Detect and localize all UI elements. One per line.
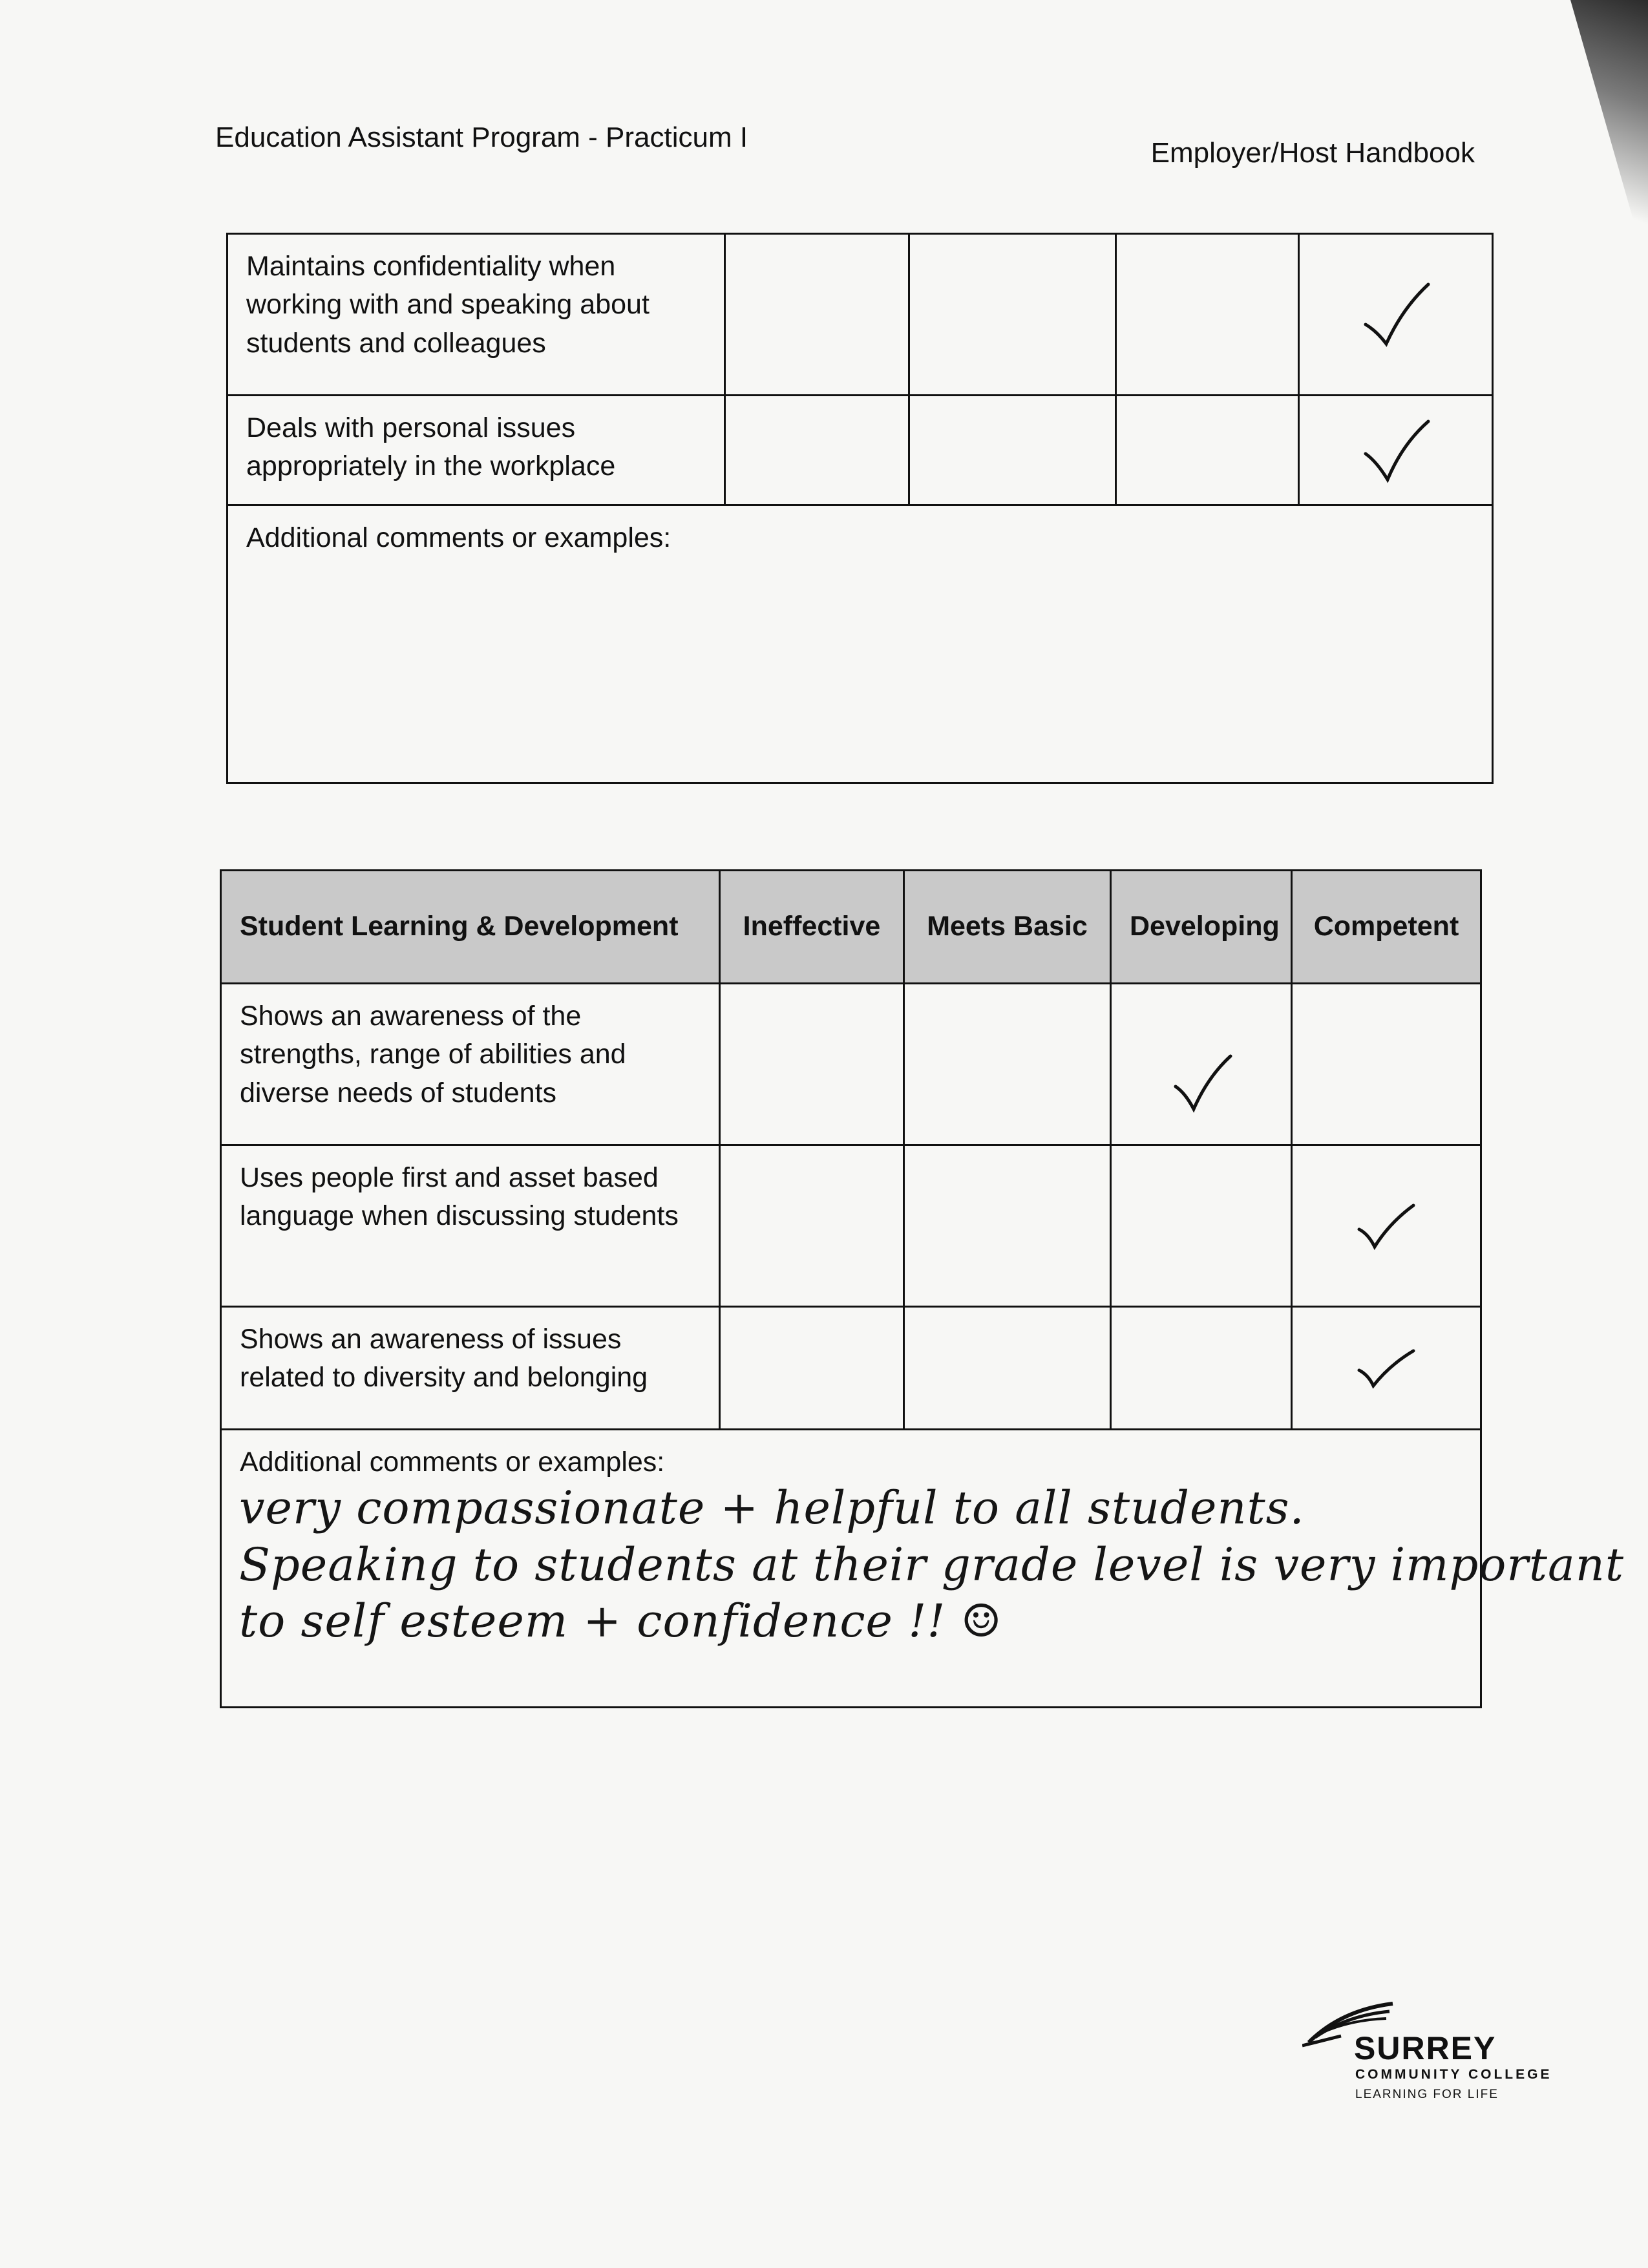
- criterion-label: Shows an awareness of the strengths, range of abilities and diverse needs of students: [221, 984, 720, 1145]
- checkmark-icon: [1169, 1051, 1234, 1116]
- checkmark-icon: [1360, 279, 1431, 350]
- column-header: Developing: [1111, 871, 1292, 984]
- ineffective-cell[interactable]: [725, 396, 909, 505]
- column-header: Student Learning & Development: [221, 871, 720, 984]
- comments-row: [227, 505, 1493, 783]
- ineffective-cell[interactable]: [720, 984, 904, 1145]
- professionalism-table: [226, 233, 1494, 784]
- competent-cell[interactable]: [1299, 234, 1493, 396]
- criterion-label: Deals with personal issues appropriately in the workplace: [227, 396, 725, 505]
- meets-basic-cell[interactable]: [904, 984, 1111, 1145]
- checkmark-icon: [1354, 1200, 1419, 1252]
- criterion-label: Uses people first and asset based language when discussing students: [221, 1145, 720, 1307]
- checkmark-icon: [1360, 415, 1431, 486]
- competent-cell[interactable]: [1292, 984, 1481, 1145]
- comments-box[interactable]: [227, 505, 1493, 783]
- developing-cell[interactable]: [1116, 396, 1299, 505]
- competent-cell[interactable]: [1299, 396, 1493, 505]
- competent-cell[interactable]: [1292, 1307, 1481, 1430]
- logo-tagline: LEARNING FOR LIFE: [1355, 2088, 1499, 2101]
- developing-cell[interactable]: [1116, 234, 1299, 396]
- meets-basic-cell[interactable]: [909, 396, 1116, 505]
- criterion-label: Maintains confidentiality when working with and speaking about students and colleagues: [227, 234, 725, 396]
- header-row: [221, 871, 1481, 984]
- table-row: [221, 1307, 1481, 1430]
- criterion-label: Shows an awareness of issues related to diversity and belonging: [221, 1307, 720, 1430]
- table-row: [227, 234, 1493, 396]
- handbook-title: Employer/Host Handbook: [1150, 137, 1475, 169]
- comment-line: to self esteem + confidence !! ☺: [239, 1595, 1002, 1648]
- developing-cell[interactable]: [1111, 984, 1292, 1145]
- comments-label: Additional comments or examples:: [240, 1447, 665, 1478]
- table-row: [221, 1145, 1481, 1307]
- meets-basic-cell[interactable]: [909, 234, 1116, 396]
- column-header: Meets Basic: [904, 871, 1111, 984]
- logo-name: SURREY: [1354, 2030, 1497, 2066]
- logo-subtitle: COMMUNITY COLLEGE: [1355, 2067, 1552, 2082]
- ineffective-cell[interactable]: [720, 1145, 904, 1307]
- comment-line: very compassionate + helpful to all students.: [239, 1481, 1305, 1534]
- ineffective-cell[interactable]: [725, 234, 909, 396]
- column-header: Competent: [1292, 871, 1481, 984]
- page-edge-shadow: [1570, 0, 1648, 271]
- handwritten-comments: [239, 1480, 1624, 1650]
- meets-basic-cell[interactable]: [904, 1145, 1111, 1307]
- column-header: Ineffective: [720, 871, 904, 984]
- checkmark-icon: [1354, 1346, 1419, 1391]
- table-row: [227, 396, 1493, 505]
- table-row: [221, 984, 1481, 1145]
- comment-line: Speaking to students at their grade level is very important: [239, 1538, 1624, 1591]
- comments-label: Additional comments or examples:: [246, 522, 671, 553]
- developing-cell[interactable]: [1111, 1145, 1292, 1307]
- competent-cell[interactable]: [1292, 1145, 1481, 1307]
- developing-cell[interactable]: [1111, 1307, 1292, 1430]
- ineffective-cell[interactable]: [720, 1307, 904, 1430]
- program-title: Education Assistant Program - Practicum I: [215, 122, 748, 153]
- college-logo: [1302, 1997, 1587, 2107]
- meets-basic-cell[interactable]: [904, 1307, 1111, 1430]
